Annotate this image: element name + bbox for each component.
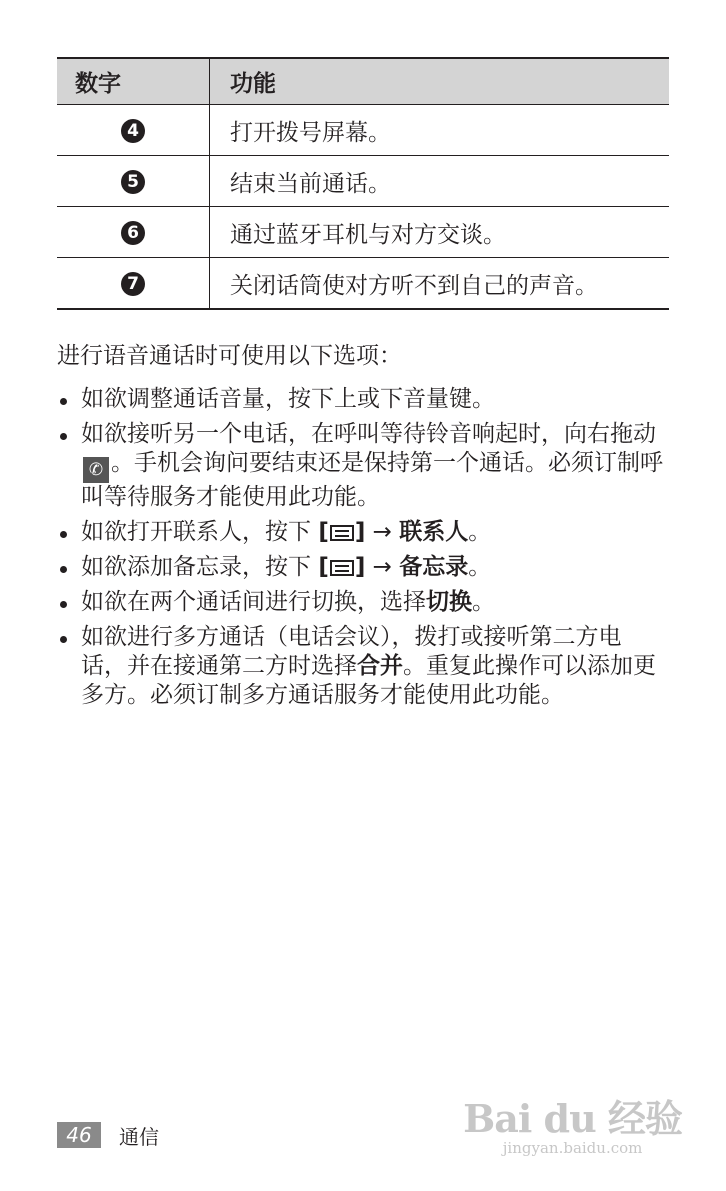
function-text: 关闭话筒使对方听不到自己的声音。 (210, 258, 670, 310)
list-item: 如欲进行多方通话（电话会议），拨打或接听第二方电话，并在接通第二方时选择合并。重复此操作可以添加更多方。必须订制多方通话服务才能使用此功能。 (57, 623, 667, 710)
number-badge: 4 (121, 119, 145, 143)
watermark-logo: Bai du 经验 (463, 1096, 682, 1141)
function-text: 通过蓝牙耳机与对方交谈。 (210, 207, 670, 258)
table-row (57, 207, 669, 258)
baidu-watermark (463, 1088, 682, 1157)
list-item: 如欲调整通话音量，按下上或下音量键。 (57, 385, 667, 414)
function-text: 打开拨号屏幕。 (210, 105, 670, 156)
header-function: 功能 (210, 58, 670, 105)
menu-key-icon (330, 560, 354, 576)
header-number: 数字 (57, 58, 210, 105)
table-row (57, 156, 669, 207)
page-number: 46 (57, 1122, 101, 1148)
function-table (57, 57, 669, 310)
page-footer (57, 1122, 159, 1148)
watermark-url: jingyan.baidu.com (502, 1139, 643, 1157)
list-item: 如欲接听另一个电话，在呼叫等待铃音响起时，向右拖动✆ 。手机会询问要结束还是保持第一个通话。必须订制呼叫等待服务才能使用此功能。 (57, 420, 667, 512)
options-list (57, 385, 667, 716)
list-item: 如欲添加备忘录，按下 [ ] → 备忘录。 (57, 553, 667, 582)
table-row (57, 258, 669, 310)
table-row (57, 105, 669, 156)
function-text: 结束当前通话。 (210, 156, 670, 207)
menu-key-icon (330, 525, 354, 541)
phone-call-icon: ✆ (83, 457, 109, 483)
number-badge: 5 (121, 170, 145, 194)
number-badge: 6 (121, 221, 145, 245)
number-badge: 7 (121, 272, 145, 296)
table-header-row (57, 58, 669, 105)
section-title: 通信 (119, 1124, 159, 1149)
list-item: 如欲在两个通话间进行切换，选择切换。 (57, 588, 667, 617)
list-item: 如欲打开联系人，按下 [ ] → 联系人。 (57, 518, 667, 547)
intro-text: 进行语音通话时可使用以下选项： (57, 343, 402, 369)
